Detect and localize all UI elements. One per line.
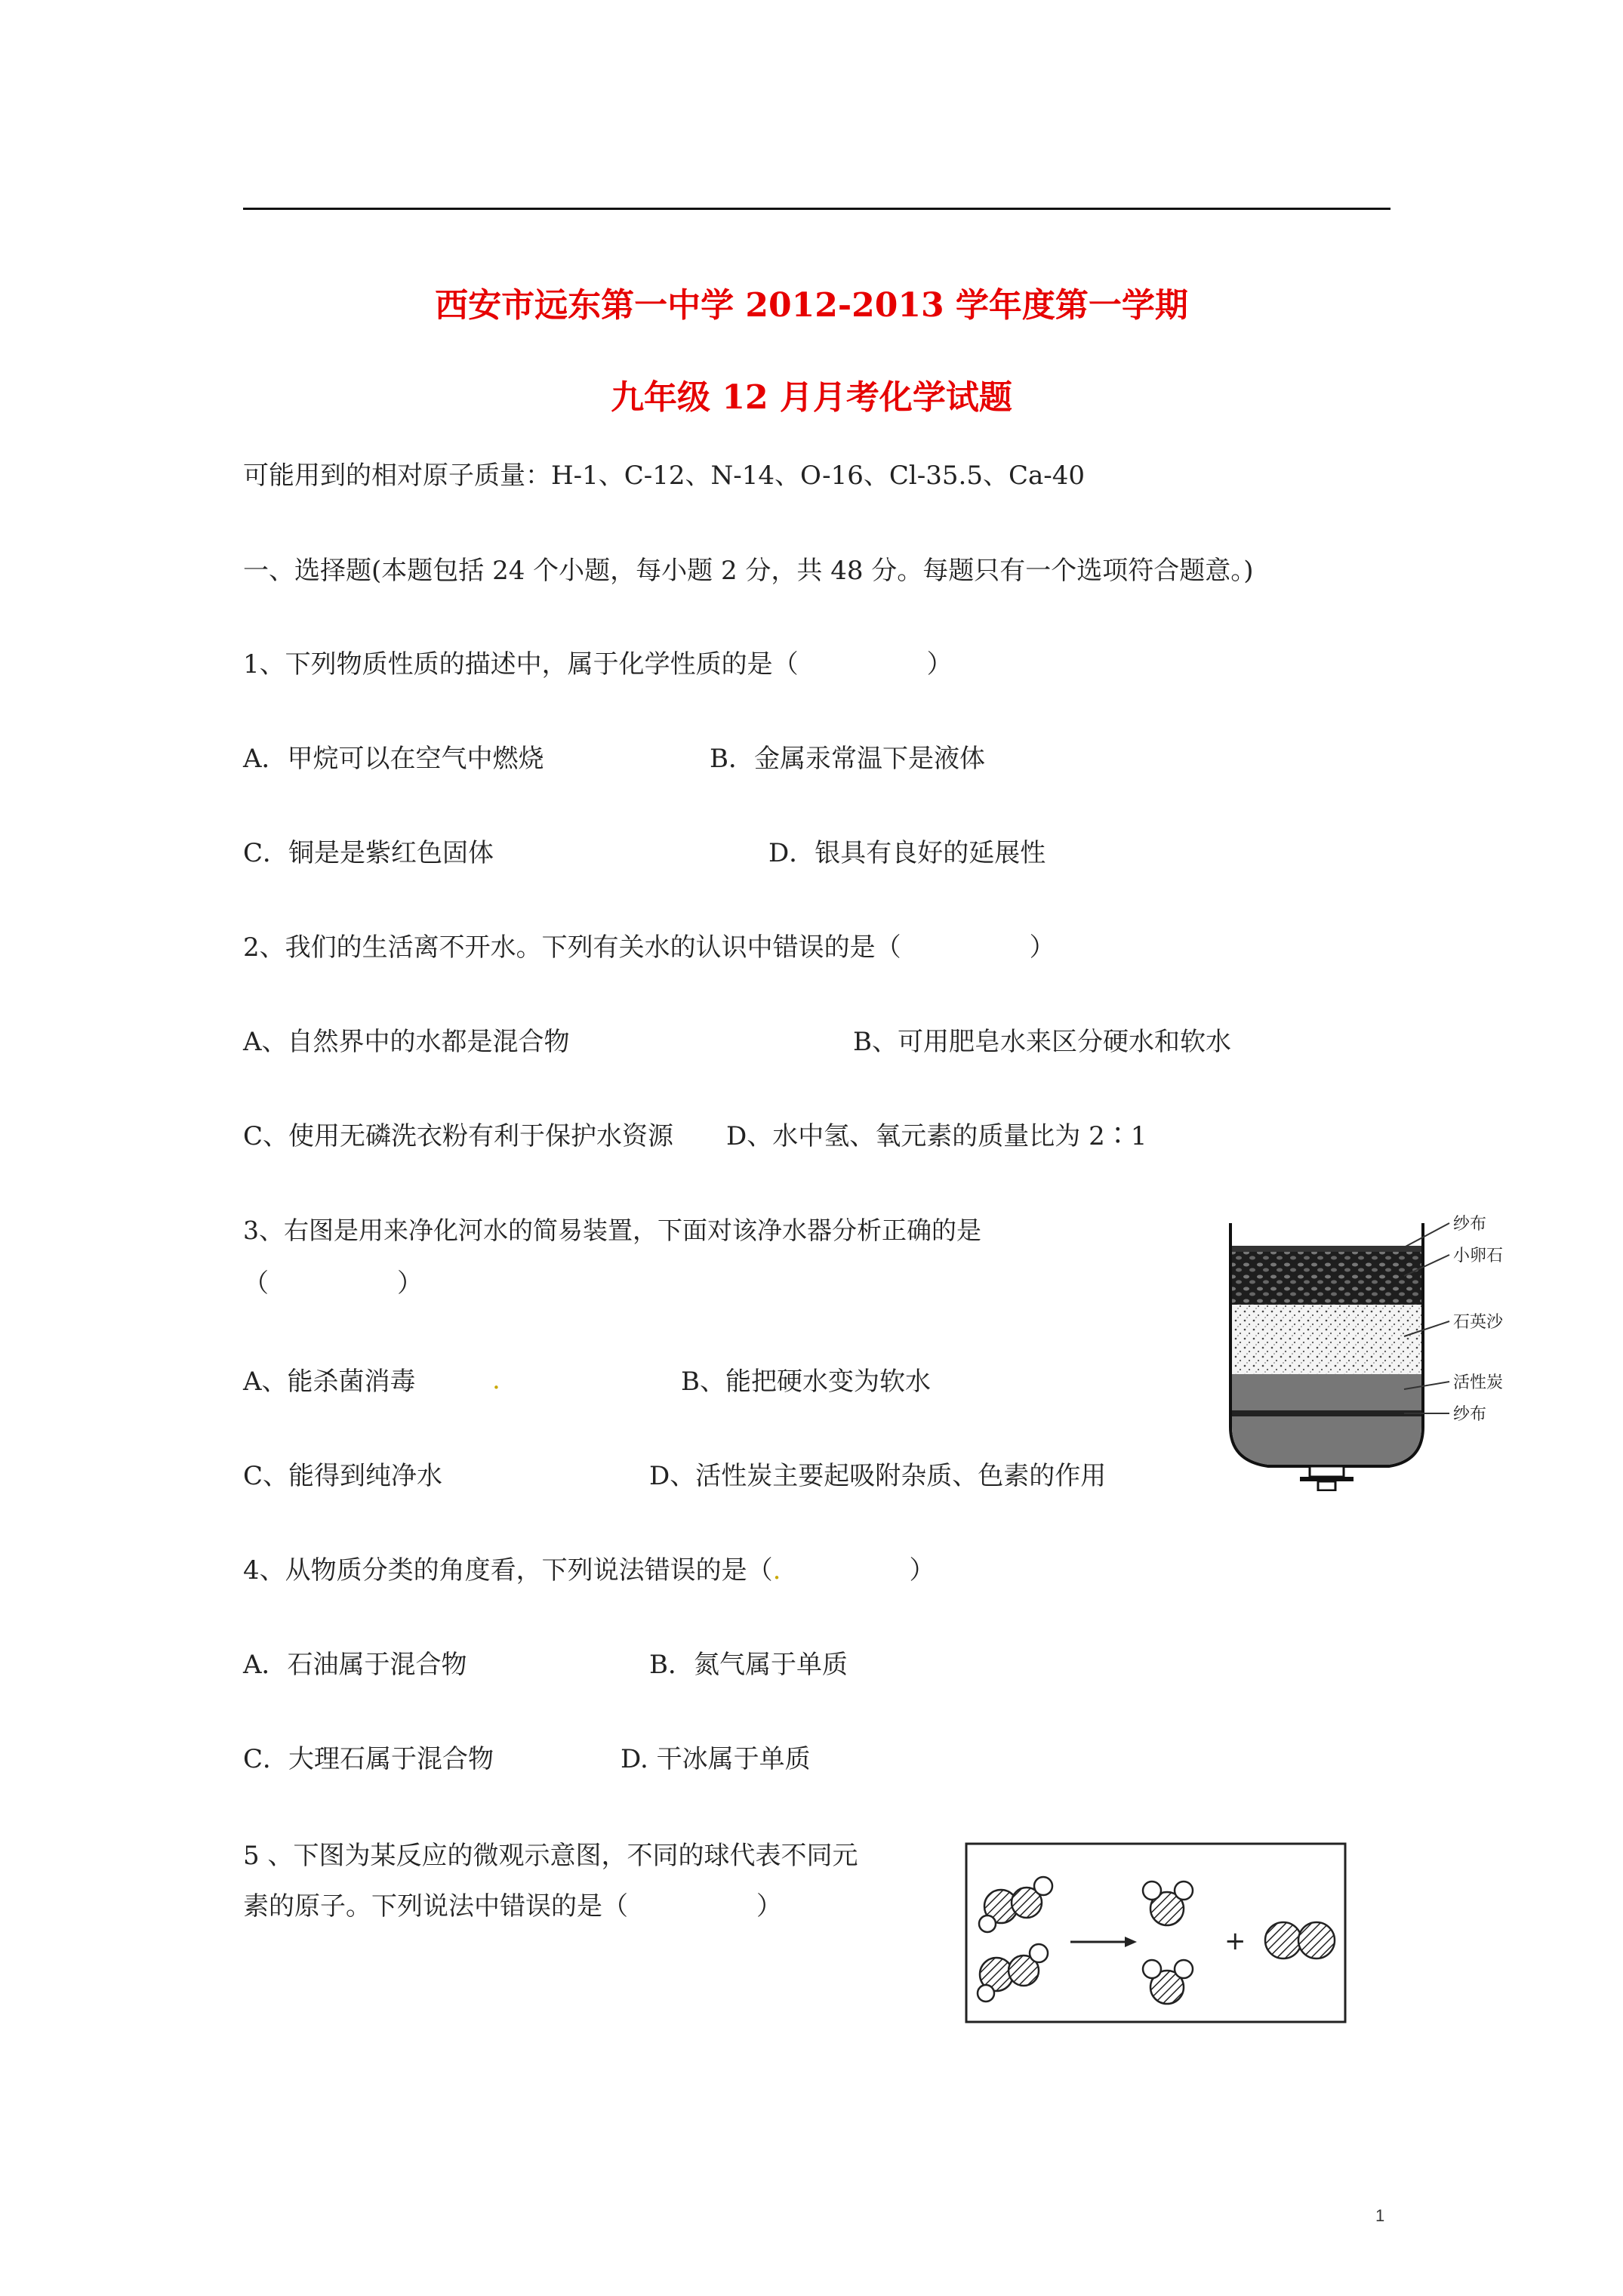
question-2-stem: 2、我们的生活离不开水。下列有关水的认识中错误的是（ ） (243, 932, 1055, 963)
question-2-option-d: D、水中氢、氧元素的质量比为 2∶1 (726, 1121, 1147, 1151)
stray-mark: . (492, 1365, 500, 1395)
question-5-stem: 5 、下图为某反应的微观示意图，不同的球代表不同元 (243, 1841, 858, 1871)
question-1-option-c: C．铜是是紫红色固体 (243, 838, 494, 868)
water-filter-figure (1215, 1200, 1517, 1491)
question-3-option-a: A、能杀菌消毒 (243, 1367, 416, 1397)
question-1-option-d: D．银具有良好的延展性 (768, 838, 1046, 868)
pebble-layer (1232, 1252, 1421, 1305)
question-1-stem: 1、下列物质性质的描述中，属于化学性质的是（ ） (243, 649, 953, 680)
label-carbon: 活性炭 (1453, 1373, 1504, 1392)
gauze-top-layer (1232, 1246, 1421, 1252)
outlet-tip (1318, 1481, 1335, 1490)
question-3-option-d: D、活性炭主要起吸附杂质、色素的作用 (649, 1461, 1107, 1491)
question-2-option-a: A、自然界中的水都是混合物 (243, 1027, 570, 1057)
outlet-nozzle (1310, 1466, 1344, 1477)
question-4-stem-dot: . (772, 1555, 781, 1586)
sand-layer (1232, 1305, 1421, 1374)
question-3-stem-blank: （ ） (243, 1268, 423, 1299)
question-4-stem-end: ） (781, 1555, 935, 1586)
exam-title-line1: 西安市远东第一中学 2012-2013 学年度第一学期 (435, 286, 1188, 325)
gauze-bottom-layer (1232, 1410, 1421, 1416)
exam-title-line2: 九年级 12 月月考化学试题 (611, 378, 1012, 417)
question-4-option-d: D. 干冰属于单质 (621, 1744, 811, 1774)
reaction-diagram (965, 1842, 1348, 2025)
page-number: 1 (1375, 2206, 1385, 2225)
question-5-stem-line2: 素的原子。下列说法中错误的是（ ） (243, 1891, 782, 1922)
atomic-masses: 可能用到的相对原子质量：H-1、C-12、N-14、O-16、Cl-35.5、Ca-40 (243, 461, 1086, 491)
header-rule (243, 208, 1390, 210)
question-3-option-b: B、能把硬水变为软水 (681, 1367, 931, 1397)
carbon-layer (1232, 1374, 1421, 1465)
question-4-option-a: A．石油属于混合物 (243, 1650, 467, 1680)
label-gauze-top: 纱布 (1453, 1215, 1487, 1234)
question-4-option-b: B．氮气属于单质 (649, 1650, 848, 1680)
section-heading: 一、选择题(本题包括 24 个小题，每小题 2 分，共 48 分。每题只有一个选项符合题意。) (243, 556, 1254, 586)
question-1-option-b: B．金属汞常温下是液体 (710, 744, 985, 774)
label-gauze-bottom: 纱布 (1453, 1405, 1487, 1424)
question-4-stem-text: 4、从物质分类的角度看，下列说法错误的是（ (243, 1555, 773, 1586)
question-3-stem: 3、右图是用来净化河水的简易装置，下面对该净水器分析正确的是 (243, 1216, 981, 1245)
question-3-option-c: C、能得到纯净水 (243, 1461, 443, 1491)
label-sand: 石英沙 (1453, 1313, 1504, 1332)
plus-sign: + (1224, 1926, 1246, 1956)
question-4-option-c: C．大理石属于混合物 (243, 1744, 494, 1774)
label-pebbles: 小卵石 (1453, 1247, 1504, 1265)
question-2-option-c: C、使用无磷洗衣粉有利于保护水资源 (243, 1121, 674, 1151)
question-2-option-b: B、可用肥皂水来区分硬水和软水 (853, 1027, 1231, 1057)
question-4-stem (243, 1555, 935, 1586)
question-1-option-a: A．甲烷可以在空气中燃烧 (243, 744, 544, 774)
